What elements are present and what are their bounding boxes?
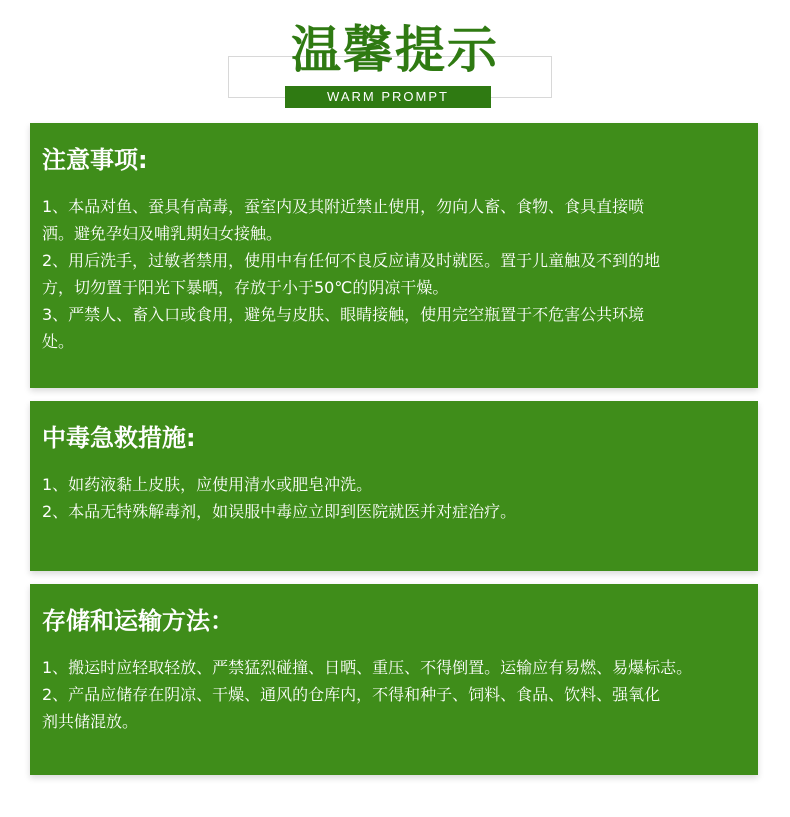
section-heading: 注意事项: bbox=[42, 146, 148, 174]
section-line: 1、搬运时应轻取轻放、严禁猛烈碰撞、日晒、重压、不得倒置。运输应有易燃、易爆标志。 bbox=[42, 658, 693, 677]
section-storage-transport bbox=[30, 584, 758, 775]
section-line: 方，切勿置于阳光下暴晒，存放于小于50℃的阴凉干燥。 bbox=[42, 278, 449, 297]
section-body bbox=[42, 654, 748, 735]
section-line: 剂共储混放。 bbox=[42, 712, 139, 731]
section-line: 2、本品无特殊解毒剂，如误服中毒应立即到医院就医并对症治疗。 bbox=[42, 502, 517, 521]
page-subtitle: WARM PROMPT bbox=[285, 86, 491, 108]
section-line: 洒。避免孕妇及哺乳期妇女接触。 bbox=[42, 224, 283, 243]
section-body bbox=[42, 471, 748, 525]
section-line: 2、产品应储存在阴凉、干燥、通风的仓库内，不得和种子、饲料、食品、饮料、强氧化 bbox=[42, 685, 661, 704]
section-line: 2、用后洗手，过敏者禁用，使用中有任何不良反应请及时就医。置于儿童触及不到的地 bbox=[42, 251, 661, 270]
page-title: 温馨提示 bbox=[291, 21, 499, 79]
section-body bbox=[42, 193, 748, 355]
header bbox=[0, 0, 790, 120]
section-heading: 存储和运输方法： bbox=[42, 607, 234, 635]
section-line: 3、严禁人、畜入口或食用，避免与皮肤、眼睛接触，使用完空瓶置于不危害公共环境 bbox=[42, 305, 645, 324]
section-heading: 中毒急救措施: bbox=[42, 424, 196, 452]
section-line: 处。 bbox=[42, 332, 75, 351]
section-first-aid bbox=[30, 401, 758, 571]
section-line: 1、本品对鱼、蚕具有高毒，蚕室内及其附近禁止使用，勿向人畜、食物、食具直接喷 bbox=[42, 197, 645, 216]
section-line: 1、如药液黏上皮肤，应使用清水或肥皂冲洗。 bbox=[42, 475, 373, 494]
section-precautions bbox=[30, 123, 758, 388]
